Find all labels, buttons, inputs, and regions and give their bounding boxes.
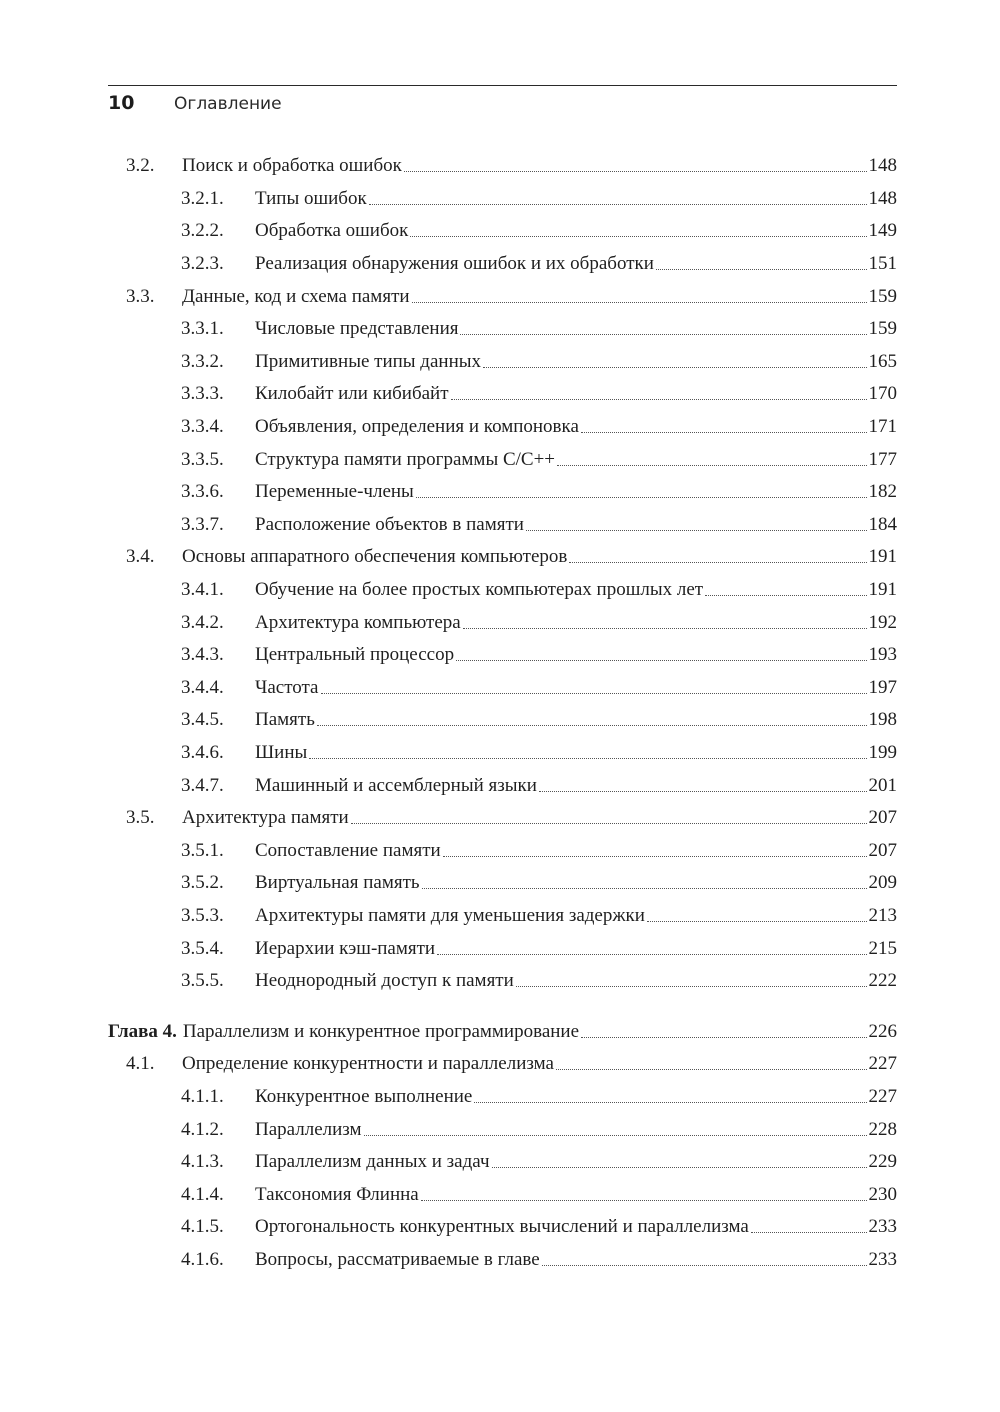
toc-entry-title: Сопоставление памяти bbox=[255, 839, 441, 861]
toc-entry-number: 3.5.5. bbox=[181, 970, 224, 992]
toc-entry-title: Объявления, определения и компоновка bbox=[255, 416, 579, 438]
toc-entry-number: 3.2.3. bbox=[181, 253, 224, 275]
toc-entry-title: Таксономия Флинна bbox=[255, 1183, 419, 1205]
toc-subsection-entry[interactable] bbox=[108, 965, 897, 998]
toc-entry-page: 191 bbox=[868, 546, 897, 568]
toc-entry-page: 148 bbox=[868, 187, 897, 209]
toc-subsection-entry[interactable] bbox=[108, 769, 897, 802]
toc-entry-line bbox=[255, 905, 897, 927]
toc-entry-title: Шины bbox=[255, 741, 308, 763]
toc-entry-title: Килобайт или кибибайт bbox=[255, 383, 449, 405]
page-number: 10 bbox=[108, 92, 135, 114]
dot-leader bbox=[437, 953, 866, 955]
toc-entry-number: 4.1.3. bbox=[181, 1151, 224, 1173]
toc-entry-number: 3.2. bbox=[126, 155, 155, 177]
dot-leader bbox=[422, 887, 867, 889]
dot-leader bbox=[412, 301, 867, 303]
toc-entry-line bbox=[255, 481, 897, 503]
dot-leader bbox=[492, 1166, 867, 1168]
toc-entry-title: Данные, код и схема памяти bbox=[182, 285, 410, 307]
toc-entry-number: 3.3.1. bbox=[181, 318, 224, 340]
toc-entry-number: 3.3.5. bbox=[181, 448, 224, 470]
dot-leader bbox=[569, 561, 866, 563]
dot-leader bbox=[556, 1068, 867, 1070]
toc-subsection-entry[interactable] bbox=[108, 411, 897, 444]
toc-entry-title: Виртуальная память bbox=[255, 872, 420, 894]
dot-leader bbox=[516, 985, 867, 987]
toc-entry-page: 227 bbox=[868, 1085, 897, 1107]
toc-entry-page: 227 bbox=[868, 1053, 897, 1075]
dot-leader bbox=[351, 822, 867, 824]
toc-entry-title: Параллелизм bbox=[255, 1118, 362, 1140]
toc-entry-line bbox=[255, 677, 897, 699]
toc-subsection-entry[interactable] bbox=[108, 443, 897, 476]
toc-entry-number: 3.5.2. bbox=[181, 872, 224, 894]
toc-section-entry[interactable] bbox=[108, 802, 897, 835]
toc-entry-line bbox=[255, 1184, 897, 1206]
running-title: Оглавление bbox=[174, 94, 282, 114]
toc-entry-line bbox=[255, 188, 897, 210]
toc-entry-line bbox=[182, 807, 897, 829]
toc-subsection-entry[interactable] bbox=[108, 1178, 897, 1211]
dot-leader bbox=[364, 1134, 867, 1136]
dot-leader bbox=[369, 203, 867, 205]
toc-subsection-entry[interactable] bbox=[108, 867, 897, 900]
toc-entry-number: 3.3.6. bbox=[181, 481, 224, 503]
toc-entry-number: 4.1.6. bbox=[181, 1248, 224, 1270]
toc-entry-line bbox=[255, 1249, 897, 1271]
toc-entry-title: Центральный процессор bbox=[255, 644, 455, 666]
toc-entry-line bbox=[255, 742, 897, 764]
toc-entry-title: Память bbox=[255, 709, 315, 731]
toc-section-entry[interactable] bbox=[108, 280, 897, 313]
toc-entry-line bbox=[255, 1216, 897, 1238]
toc-subsection-entry[interactable] bbox=[108, 1113, 897, 1146]
toc-entry-title: Вопросы, рассматриваемые в главе bbox=[255, 1248, 540, 1270]
toc-entry-page: 229 bbox=[868, 1151, 897, 1173]
toc-entry-page: 177 bbox=[868, 448, 897, 470]
toc-entry-title: Машинный и ассемблерный языки bbox=[255, 774, 537, 796]
toc-entry-page: 193 bbox=[868, 644, 897, 666]
toc-entry-line bbox=[255, 253, 897, 275]
dot-leader bbox=[539, 790, 867, 792]
toc-subsection-entry[interactable] bbox=[108, 737, 897, 770]
dot-leader bbox=[456, 659, 866, 661]
toc-entry-number: 3.5.1. bbox=[181, 839, 224, 861]
toc-entry-title: Расположение объектов в памяти bbox=[255, 513, 524, 535]
toc-subsection-entry[interactable] bbox=[108, 639, 897, 672]
toc-subsection-entry[interactable] bbox=[108, 346, 897, 379]
toc-entry-number: 4.1.2. bbox=[181, 1118, 224, 1140]
toc-entry-line bbox=[108, 1021, 897, 1043]
toc-entry-page: 233 bbox=[868, 1248, 897, 1270]
toc-section-entry[interactable] bbox=[108, 150, 897, 183]
toc-group-chapter-4 bbox=[108, 1048, 897, 1276]
toc-entry-line bbox=[255, 1086, 897, 1108]
toc-entry-title: Архитектура памяти bbox=[182, 807, 349, 829]
toc-entry-title: Неоднородный доступ к памяти bbox=[255, 970, 514, 992]
toc-entry-page: 201 bbox=[868, 774, 897, 796]
toc-entry-line bbox=[182, 155, 897, 177]
toc-entry-page: 148 bbox=[868, 155, 897, 177]
toc-entry-number: 3.3.3. bbox=[181, 383, 224, 405]
dot-leader bbox=[463, 627, 867, 629]
toc-subsection-entry[interactable] bbox=[108, 1146, 897, 1179]
toc-entry-number: 3.3.7. bbox=[181, 513, 224, 535]
toc-entry-title: Архитектуры памяти для уменьшения задержки bbox=[255, 904, 645, 926]
toc-chapter-entry[interactable] bbox=[108, 1015, 897, 1048]
toc-subsection-entry[interactable] bbox=[108, 215, 897, 248]
toc-entry-page: 233 bbox=[868, 1216, 897, 1238]
toc-entry-title: Обработка ошибок bbox=[255, 220, 409, 242]
page-header bbox=[108, 92, 282, 116]
toc-entry-number: 3.2.2. bbox=[181, 220, 224, 242]
toc-entry-page: 228 bbox=[868, 1118, 897, 1140]
toc-entry-line bbox=[255, 351, 897, 373]
toc-subsection-entry[interactable] bbox=[108, 574, 897, 607]
toc-entry-number: 3.2.1. bbox=[181, 187, 224, 209]
toc-entry-page: 159 bbox=[868, 318, 897, 340]
toc-entry-page: 165 bbox=[868, 350, 897, 372]
toc-entry-title: Поиск и обработка ошибок bbox=[182, 155, 402, 177]
dot-leader bbox=[526, 529, 867, 531]
toc-subsection-entry[interactable] bbox=[108, 704, 897, 737]
toc-entry-line bbox=[255, 318, 897, 340]
toc-group-chapter-3 bbox=[108, 150, 897, 997]
toc-entry-title: Структура памяти программы C/C++ bbox=[255, 448, 556, 470]
toc-entry-page: 182 bbox=[868, 481, 897, 503]
toc-entry-title: Типы ошибок bbox=[255, 187, 367, 209]
toc-entry-number: 4.1. bbox=[126, 1053, 155, 1075]
toc-entry-page: 209 bbox=[868, 872, 897, 894]
toc-entry-page: 170 bbox=[868, 383, 897, 405]
toc-entry-title: Параллелизм данных и задач bbox=[255, 1151, 490, 1173]
toc-subsection-entry[interactable] bbox=[108, 900, 897, 933]
toc-entry-title: Обучение на более простых компьютерах прошлых лет bbox=[255, 579, 704, 601]
toc-entry-title: Параллелизм и конкурентное программирование bbox=[182, 1020, 580, 1042]
toc-entry-line bbox=[255, 938, 897, 960]
dot-leader bbox=[460, 333, 866, 335]
toc-subsection-entry[interactable] bbox=[108, 606, 897, 639]
toc-entry-title: Переменные-члены bbox=[255, 481, 414, 503]
toc-section-entry[interactable] bbox=[108, 541, 897, 574]
toc-entry-page: 198 bbox=[868, 709, 897, 731]
toc-entry-number: 3.4.1. bbox=[181, 579, 224, 601]
toc-entry-page: 192 bbox=[868, 611, 897, 633]
table-of-contents bbox=[108, 150, 897, 1276]
toc-entry-number: 4.1.1. bbox=[181, 1085, 224, 1107]
toc-entry-number: 3.4.2. bbox=[181, 611, 224, 633]
dot-leader bbox=[656, 268, 867, 270]
toc-entry-page: 222 bbox=[868, 970, 897, 992]
toc-subsection-entry[interactable] bbox=[108, 378, 897, 411]
toc-entry-page: 226 bbox=[868, 1020, 897, 1042]
dot-leader bbox=[474, 1101, 866, 1103]
dot-leader bbox=[581, 1036, 866, 1038]
toc-entry-title: Иерархии кэш-памяти bbox=[255, 937, 436, 959]
dot-leader bbox=[410, 235, 866, 237]
toc-entry-title: Частота bbox=[255, 676, 319, 698]
toc-entry-title: Архитектура компьютера bbox=[255, 611, 461, 633]
toc-entry-line bbox=[255, 775, 897, 797]
toc-entry-page: 159 bbox=[868, 285, 897, 307]
toc-entry-page: 184 bbox=[868, 513, 897, 535]
toc-entry-line bbox=[255, 644, 897, 666]
toc-subsection-entry[interactable] bbox=[108, 313, 897, 346]
header-rule bbox=[108, 85, 897, 86]
toc-entry-page: 207 bbox=[868, 839, 897, 861]
dot-leader bbox=[309, 757, 866, 759]
toc-entry-line bbox=[255, 709, 897, 731]
dot-leader bbox=[557, 464, 866, 466]
toc-entry-number: 3.3.2. bbox=[181, 350, 224, 372]
toc-entry-line bbox=[182, 546, 897, 568]
toc-entry-title: Числовые представления bbox=[255, 318, 459, 340]
toc-entry-page: 171 bbox=[868, 416, 897, 438]
dot-leader bbox=[647, 920, 867, 922]
toc-entry-page: 151 bbox=[868, 253, 897, 275]
toc-entry-number: 3.3. bbox=[126, 285, 155, 307]
toc-entry-line bbox=[255, 872, 897, 894]
toc-entry-number: 3.5.3. bbox=[181, 904, 224, 926]
toc-entry-number: 4.1.5. bbox=[181, 1216, 224, 1238]
dot-leader bbox=[483, 366, 867, 368]
toc-entry-line bbox=[255, 514, 897, 536]
toc-entry-page: 199 bbox=[868, 741, 897, 763]
toc-subsection-entry[interactable] bbox=[108, 248, 897, 281]
toc-entry-page: 215 bbox=[868, 937, 897, 959]
toc-entry-page: 191 bbox=[868, 579, 897, 601]
toc-subsection-entry[interactable] bbox=[108, 476, 897, 509]
dot-leader bbox=[321, 692, 867, 694]
dot-leader bbox=[451, 398, 867, 400]
toc-subsection-entry[interactable] bbox=[108, 509, 897, 542]
dot-leader bbox=[404, 170, 867, 172]
toc-entry-page: 149 bbox=[868, 220, 897, 242]
dot-leader bbox=[443, 855, 867, 857]
toc-entry-number: 4.1.4. bbox=[181, 1183, 224, 1205]
toc-entry-title: Примитивные типы данных bbox=[255, 350, 481, 372]
toc-entry-line bbox=[255, 1151, 897, 1173]
toc-entry-line bbox=[255, 970, 897, 992]
toc-entry-number: 3.4.3. bbox=[181, 644, 224, 666]
toc-entry-title: Ортогональность конкурентных вычислений и параллелизма bbox=[255, 1216, 749, 1238]
toc-entry-number: 3.4.5. bbox=[181, 709, 224, 731]
dot-leader bbox=[317, 724, 867, 726]
toc-entry-line bbox=[255, 612, 897, 634]
toc-entry-number: 3.5.4. bbox=[181, 937, 224, 959]
toc-entry-number: 3.3.4. bbox=[181, 416, 224, 438]
dot-leader bbox=[751, 1231, 867, 1233]
toc-subsection-entry[interactable] bbox=[108, 932, 897, 965]
toc-subsection-entry[interactable] bbox=[108, 1211, 897, 1244]
toc-entry-page: 207 bbox=[868, 807, 897, 829]
toc-subsection-entry[interactable] bbox=[108, 834, 897, 867]
toc-entry-number: 3.4.7. bbox=[181, 774, 224, 796]
toc-section-entry[interactable] bbox=[108, 1048, 897, 1081]
toc-entry-line bbox=[255, 1119, 897, 1141]
toc-entry-title: Определение конкурентности и параллелизма bbox=[182, 1053, 554, 1075]
toc-entry-number: 3.5. bbox=[126, 807, 155, 829]
toc-subsection-entry[interactable] bbox=[108, 1081, 897, 1114]
dot-leader bbox=[416, 496, 867, 498]
chapter-label: Глава 4. bbox=[108, 1020, 177, 1042]
toc-subsection-entry[interactable] bbox=[108, 183, 897, 216]
toc-spacer bbox=[108, 997, 897, 1015]
toc-entry-title: Основы аппаратного обеспечения компьютеров bbox=[182, 546, 568, 568]
toc-entry-line bbox=[182, 286, 897, 308]
dot-leader bbox=[421, 1199, 867, 1201]
toc-entry-number: 3.4.4. bbox=[181, 676, 224, 698]
toc-subsection-entry[interactable] bbox=[108, 1244, 897, 1277]
toc-entry-title: Конкурентное выполнение bbox=[255, 1085, 473, 1107]
toc-entry-line bbox=[182, 1053, 897, 1075]
toc-subsection-entry[interactable] bbox=[108, 672, 897, 705]
toc-entry-page: 213 bbox=[868, 904, 897, 926]
toc-entry-page: 230 bbox=[868, 1183, 897, 1205]
toc-entry-line bbox=[255, 449, 897, 471]
toc-entry-line bbox=[255, 416, 897, 438]
toc-entry-number: 3.4. bbox=[126, 546, 155, 568]
toc-entry-line bbox=[255, 579, 897, 601]
toc-entry-page: 197 bbox=[868, 676, 897, 698]
dot-leader bbox=[705, 594, 866, 596]
toc-entry-line bbox=[255, 840, 897, 862]
toc-entry-number: 3.4.6. bbox=[181, 741, 224, 763]
toc-entry-line bbox=[255, 220, 897, 242]
toc-entry-title: Реализация обнаружения ошибок и их обработки bbox=[255, 253, 654, 275]
dot-leader bbox=[542, 1264, 867, 1266]
toc-entry-line bbox=[255, 383, 897, 405]
dot-leader bbox=[581, 431, 867, 433]
